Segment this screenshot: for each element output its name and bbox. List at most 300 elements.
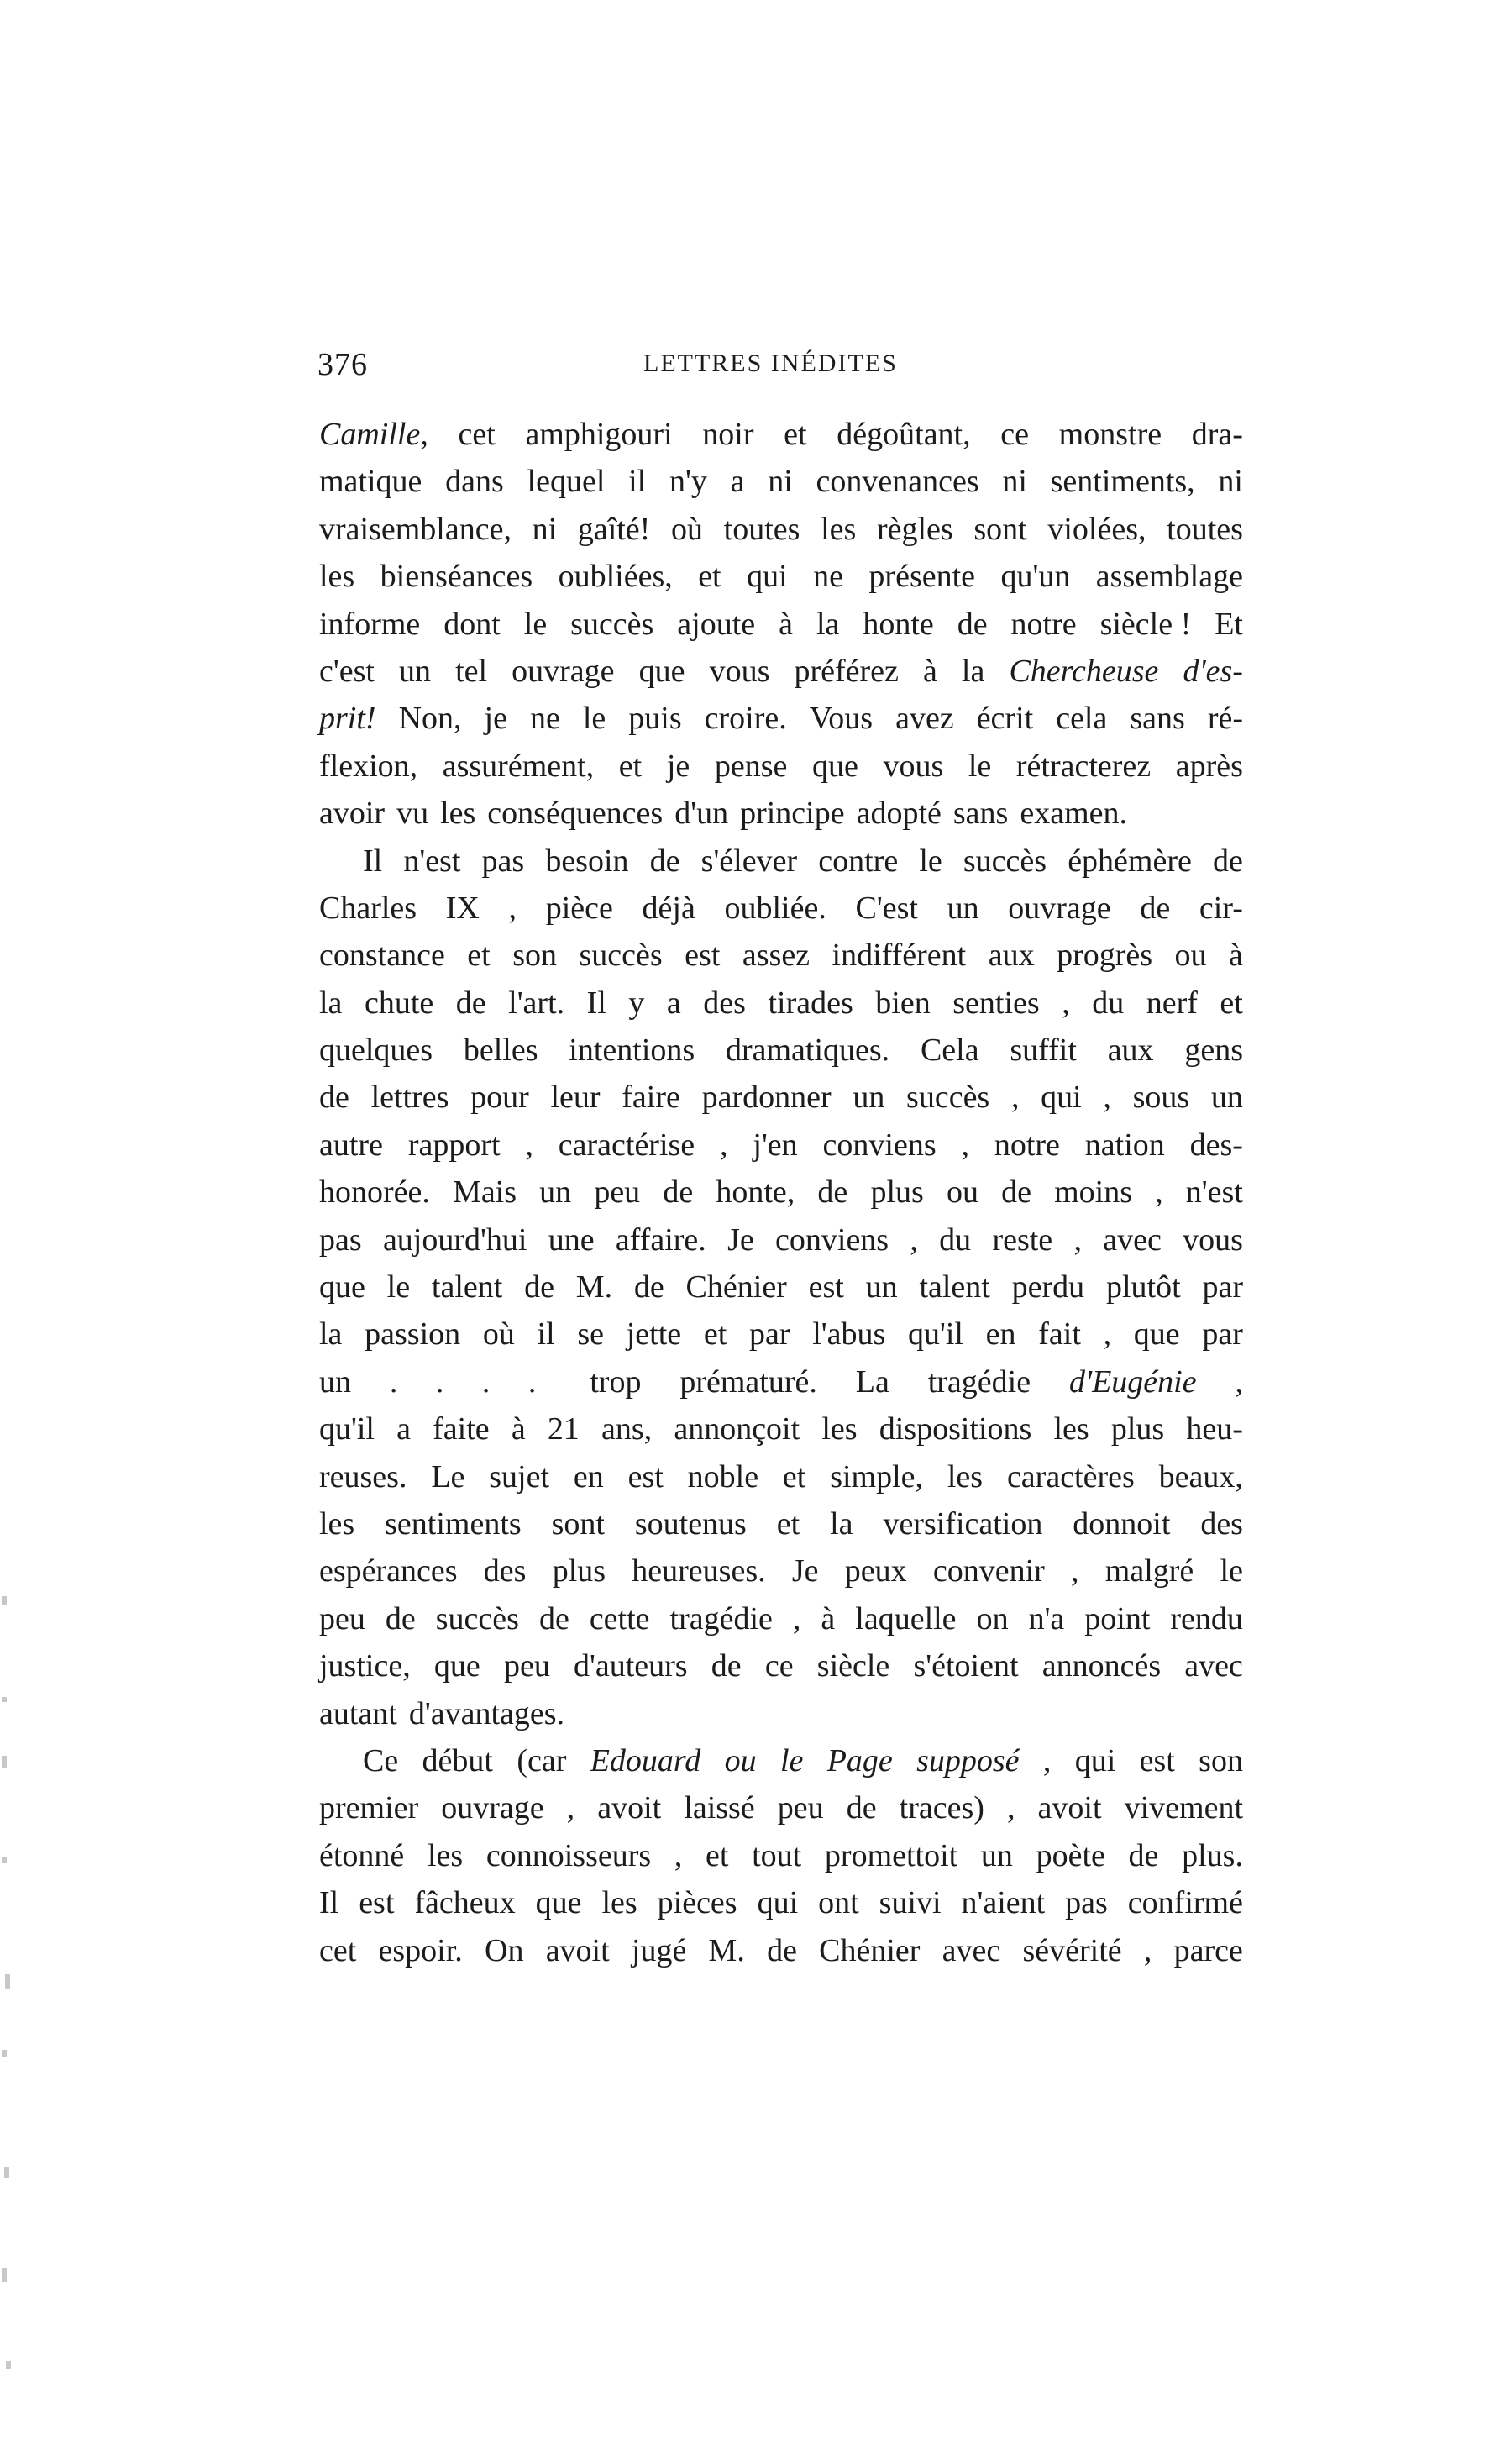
word: de: [663, 1174, 694, 1211]
word: cir-: [1199, 890, 1243, 926]
text-line: [319, 1405, 1243, 1453]
word: vous: [883, 748, 944, 784]
word: honorée.: [319, 1174, 430, 1211]
word: le: [968, 748, 992, 784]
word: ,: [508, 890, 517, 926]
word: ,: [1073, 1221, 1082, 1258]
word: supposé: [916, 1742, 1020, 1778]
word: faite: [433, 1411, 490, 1447]
word: . . . .: [389, 1363, 552, 1400]
word: avec: [1103, 1221, 1162, 1258]
word: rendu: [1170, 1600, 1243, 1637]
word: étonné: [319, 1837, 405, 1873]
word: et: [698, 559, 721, 595]
word: beaux,: [1158, 1458, 1243, 1495]
word: un: [539, 1174, 572, 1211]
word: est: [685, 938, 721, 974]
word: la: [319, 985, 343, 1021]
word: aux: [988, 938, 1035, 974]
word: notre: [1010, 606, 1077, 642]
text-line: [319, 695, 1243, 742]
word: ni: [768, 464, 793, 500]
word: par: [1202, 1269, 1243, 1306]
word: que: [319, 1269, 365, 1306]
word: Il: [363, 843, 383, 879]
word: tout: [752, 1837, 802, 1873]
word: gens: [1184, 1032, 1243, 1069]
word: et: [706, 1837, 729, 1873]
word: convenances: [816, 464, 979, 500]
word: assurément,: [442, 748, 595, 784]
word: Ce: [363, 1742, 399, 1778]
word: ré-: [1207, 701, 1243, 737]
word: Mais: [453, 1174, 517, 1211]
word: On: [485, 1932, 524, 1968]
word: la: [319, 1316, 343, 1353]
word: pièces: [657, 1885, 737, 1921]
text-line: [319, 743, 1243, 790]
word: heureuses.: [632, 1553, 766, 1589]
word: ,: [525, 1127, 533, 1163]
word: de: [1213, 843, 1243, 879]
word: de: [538, 1600, 569, 1637]
word: aux: [1107, 1032, 1154, 1069]
word: j'en: [753, 1127, 798, 1163]
text-line: [319, 1832, 1243, 1879]
word: début: [422, 1742, 493, 1778]
word: en: [573, 1458, 604, 1495]
word: plus: [1110, 1411, 1165, 1447]
word: de: [817, 1174, 848, 1211]
word: rétracterez: [1015, 748, 1152, 784]
word: nation: [1084, 1127, 1165, 1163]
word: sous: [1132, 1080, 1190, 1116]
word: intentions: [569, 1032, 695, 1069]
word: la: [961, 653, 985, 689]
word: les: [601, 1885, 637, 1921]
word: ,: [720, 1127, 728, 1163]
word: confirmé: [1127, 1885, 1243, 1921]
word: informe: [319, 606, 421, 642]
word: Chénier: [819, 1932, 921, 1968]
word: peu: [777, 1790, 824, 1826]
word: avec: [1184, 1648, 1243, 1684]
text-line: [319, 1595, 1243, 1642]
word: point: [1084, 1600, 1151, 1637]
word: et: [618, 748, 643, 784]
text-line: [319, 1784, 1243, 1831]
text-line: [319, 458, 1243, 505]
word: cet: [319, 1932, 357, 1968]
word: ont: [818, 1885, 859, 1921]
word: un: [319, 1363, 351, 1400]
word: reste: [992, 1221, 1053, 1258]
word: ou: [724, 1742, 757, 1778]
word: de: [649, 843, 680, 879]
word: se: [577, 1316, 605, 1353]
word: ne: [529, 701, 560, 737]
word: puis: [628, 701, 682, 737]
word: sans: [952, 796, 1009, 832]
word: vous: [1183, 1221, 1243, 1258]
word: Cela: [920, 1032, 979, 1069]
word: la: [830, 1505, 853, 1542]
word: le: [1220, 1553, 1243, 1589]
word: espoir.: [378, 1932, 463, 1968]
word: vraisemblance,: [319, 511, 512, 547]
word: peu: [319, 1600, 365, 1637]
word: je: [666, 748, 690, 784]
word: ne: [813, 559, 843, 595]
word: moins: [1054, 1174, 1132, 1211]
word: pas: [319, 1221, 362, 1258]
word: (car: [517, 1742, 567, 1778]
word: ouvrage: [1008, 890, 1111, 926]
word: le: [386, 1269, 411, 1306]
word: ,: [1042, 1742, 1052, 1778]
word: un: [980, 1837, 1013, 1873]
word: a: [396, 1411, 411, 1447]
word: prit!: [319, 701, 376, 737]
word: que: [638, 653, 685, 689]
word: dramatiques.: [725, 1032, 890, 1069]
word: et: [703, 1316, 727, 1353]
word: peux: [844, 1553, 907, 1589]
word: dans: [445, 464, 504, 500]
word: ouvrage: [441, 1790, 544, 1826]
word: les: [319, 1505, 355, 1542]
word: un: [853, 1080, 885, 1116]
word: s'élever: [700, 843, 798, 879]
text-line: [319, 1642, 1243, 1689]
word: conviens: [775, 1221, 889, 1258]
word: sont: [973, 511, 1027, 547]
word: adopté: [856, 796, 942, 832]
word: Et: [1215, 606, 1243, 642]
word: d'auteurs: [574, 1648, 688, 1684]
word: Camille,: [319, 417, 428, 452]
word: Vous: [809, 701, 874, 737]
word: promettoit: [824, 1837, 958, 1873]
word: ,: [1103, 1080, 1111, 1116]
word: leur: [550, 1080, 601, 1116]
word: n'a: [1028, 1600, 1065, 1637]
word: succès: [579, 938, 663, 974]
word: flexion,: [319, 748, 418, 784]
word: autre: [319, 1127, 383, 1163]
word: après: [1175, 748, 1243, 784]
text-line: [319, 1074, 1243, 1121]
text-line: [319, 601, 1243, 648]
word: et: [784, 417, 807, 452]
word: sentiments,: [1050, 464, 1195, 500]
word: avoit: [1037, 1790, 1102, 1826]
word: des: [1200, 1505, 1243, 1542]
word: sont: [551, 1505, 605, 1542]
word: vu: [396, 796, 429, 832]
word: perdu: [1011, 1269, 1085, 1306]
word: M.: [575, 1269, 613, 1306]
word: les: [440, 796, 476, 832]
word: Chercheuse: [1009, 653, 1159, 689]
word: reuses.: [319, 1458, 407, 1495]
word: de: [711, 1648, 742, 1684]
word: assemblage: [1095, 559, 1243, 595]
word: déjà: [642, 890, 695, 926]
word: Il: [586, 985, 606, 1021]
word: vivement: [1124, 1790, 1243, 1826]
text-line: [319, 553, 1243, 600]
word: annonçoit: [674, 1411, 800, 1447]
word: à: [779, 606, 793, 642]
word: et: [467, 938, 491, 974]
word: et: [776, 1505, 800, 1542]
word: pense: [714, 748, 788, 784]
word: présente: [868, 559, 976, 595]
word: principe: [740, 796, 845, 832]
word: ,: [910, 1221, 918, 1258]
word: d'un: [674, 796, 729, 832]
word: l'art.: [508, 985, 565, 1021]
word: ans,: [601, 1411, 653, 1447]
word: une: [548, 1221, 595, 1258]
word: succès: [570, 606, 654, 642]
word: soutenus: [634, 1505, 747, 1542]
text-line: [319, 1358, 1243, 1405]
text-line: [319, 1737, 1243, 1784]
word: préférez: [794, 653, 899, 689]
word: convenir: [932, 1553, 1045, 1589]
word: rapport: [407, 1127, 501, 1163]
word: pièce: [545, 890, 613, 926]
word: sujet: [489, 1458, 550, 1495]
word: ni: [1002, 464, 1027, 500]
word: est: [627, 1458, 664, 1495]
text-line: [319, 1500, 1243, 1547]
word: senties: [952, 985, 1040, 1021]
word: un: [947, 890, 979, 926]
word: talent: [431, 1269, 503, 1306]
word: à: [511, 1411, 526, 1447]
word: conséquences: [487, 796, 664, 832]
word: n'est: [1185, 1174, 1243, 1211]
word: son: [1199, 1742, 1243, 1778]
word: cet: [458, 417, 496, 452]
word: un: [1210, 1080, 1243, 1116]
word: avoit: [545, 1932, 610, 1968]
word: avec: [942, 1932, 1001, 1968]
word: constance: [319, 938, 445, 974]
word: pardonner: [701, 1080, 832, 1116]
word: le: [919, 843, 942, 879]
word: tirades: [768, 985, 853, 1021]
word: succès: [435, 1600, 519, 1637]
word: conviens: [822, 1127, 937, 1163]
word: d'es-: [1183, 653, 1243, 689]
word: parce: [1173, 1932, 1243, 1968]
word: prématuré.: [679, 1363, 817, 1400]
word: sans: [1130, 701, 1185, 737]
text-line: [319, 1547, 1243, 1595]
word: c'est: [319, 653, 375, 689]
word: à: [1229, 938, 1243, 974]
word: ,: [674, 1837, 683, 1873]
word: sévérité: [1022, 1932, 1122, 1968]
word: premier: [319, 1790, 419, 1826]
word: avez: [895, 701, 954, 737]
word: n'est: [403, 843, 461, 879]
text-line: [319, 932, 1243, 979]
word: le: [523, 606, 548, 642]
word: tel: [455, 653, 488, 689]
word: progrès: [1057, 938, 1153, 974]
word: trop: [590, 1363, 642, 1400]
word: peu: [594, 1174, 641, 1211]
text-line: [319, 1122, 1243, 1169]
word: caractères: [1006, 1458, 1135, 1495]
word: pas: [481, 843, 525, 879]
word: des: [703, 985, 746, 1021]
text-line: [319, 838, 1243, 885]
word: dégoûtant,: [837, 417, 971, 452]
text-line: [319, 1264, 1243, 1311]
word: le: [582, 701, 606, 737]
word: quelques: [319, 1032, 433, 1069]
word: que: [811, 748, 858, 784]
word: le: [779, 1742, 804, 1778]
word: gaîté!: [577, 511, 651, 547]
word: caractérise: [558, 1127, 695, 1163]
word: qu'un: [1000, 559, 1071, 595]
word: son: [512, 938, 558, 974]
word: ou: [946, 1174, 978, 1211]
word: oubliées,: [558, 559, 673, 595]
word: un: [865, 1269, 898, 1306]
word: laquelle: [855, 1600, 957, 1637]
word: indifférent: [832, 938, 967, 974]
word: C'est: [855, 890, 918, 926]
text-line: [319, 411, 1243, 458]
word: justice,: [319, 1648, 411, 1684]
word: de: [1140, 890, 1171, 926]
word: siècle: [816, 1648, 890, 1684]
word: Page: [826, 1742, 893, 1778]
word: qui: [1041, 1080, 1082, 1116]
word: d'Eugénie: [1068, 1363, 1197, 1400]
word: la: [816, 606, 840, 642]
word: ni: [532, 511, 558, 547]
word: toutes: [1167, 511, 1243, 547]
word: a: [730, 464, 745, 500]
word: Je: [727, 1221, 754, 1258]
word: écrit: [976, 701, 1034, 737]
word: ni: [1218, 464, 1243, 500]
word: où: [671, 511, 703, 547]
word: La: [855, 1363, 889, 1400]
word: fait: [1038, 1316, 1081, 1353]
word: jugé: [631, 1932, 687, 1968]
word: il: [537, 1316, 555, 1353]
word: assez: [742, 938, 811, 974]
word: Edouard: [590, 1742, 701, 1778]
word: chute: [364, 985, 434, 1021]
text-line: [319, 506, 1243, 553]
word: simple,: [830, 1458, 924, 1495]
word: jette: [626, 1316, 682, 1353]
word: violées,: [1047, 511, 1146, 547]
word: bien: [875, 985, 931, 1021]
text-line: [319, 980, 1243, 1027]
word: d'avantages.: [408, 1695, 565, 1731]
word: qui: [757, 1885, 799, 1921]
word: amphigouri: [525, 417, 673, 452]
word: autant: [319, 1695, 397, 1731]
word: et: [782, 1458, 806, 1495]
word: tragédie: [927, 1363, 1031, 1400]
word: qu'il: [319, 1411, 375, 1447]
text-line: [319, 885, 1243, 932]
word: ,: [1235, 1363, 1243, 1400]
word: de: [455, 985, 486, 1021]
page-header: [317, 346, 1243, 397]
word: les: [821, 1411, 858, 1447]
word: plus.: [1182, 1837, 1243, 1873]
word: les: [1053, 1411, 1089, 1447]
word: M.: [708, 1932, 745, 1968]
word: il: [628, 464, 647, 500]
word: ce: [1000, 417, 1030, 452]
word: dra-: [1191, 417, 1243, 452]
word: les: [319, 559, 355, 595]
word: donnoit: [1073, 1505, 1171, 1542]
word: de: [524, 1269, 554, 1306]
word: cette: [589, 1600, 650, 1637]
word: passion: [365, 1316, 461, 1353]
word: de: [1001, 1174, 1031, 1211]
running-title: LETTRES INÉDITES: [643, 349, 898, 377]
word: connoisseurs: [485, 1837, 652, 1873]
word: à: [922, 653, 937, 689]
word: un: [399, 653, 432, 689]
word: honte,: [716, 1174, 795, 1211]
word: avoir: [319, 796, 386, 832]
word: les: [427, 1837, 464, 1873]
word: notre: [994, 1127, 1060, 1163]
word: éphémère: [1068, 843, 1192, 879]
word: avoit: [597, 1790, 662, 1826]
word: plutôt: [1105, 1269, 1181, 1306]
word: les: [947, 1458, 984, 1495]
word: pas: [1065, 1885, 1108, 1921]
word: ,: [1143, 1932, 1152, 1968]
word: on: [976, 1600, 1009, 1637]
word: besoin: [545, 843, 629, 879]
word: tragédie: [669, 1600, 773, 1637]
word: du: [939, 1221, 972, 1258]
word: plus: [552, 1553, 606, 1589]
word: ou: [1174, 938, 1207, 974]
word: matique: [319, 464, 422, 500]
word: suffit: [1010, 1032, 1077, 1069]
text-line: [319, 1927, 1243, 1974]
word: siècle !: [1099, 606, 1192, 642]
word: en: [985, 1316, 1016, 1353]
word: règles: [876, 511, 953, 547]
word: 21: [547, 1411, 580, 1447]
word: ,: [961, 1127, 969, 1163]
word: que: [1133, 1316, 1180, 1353]
word: y: [628, 985, 645, 1021]
